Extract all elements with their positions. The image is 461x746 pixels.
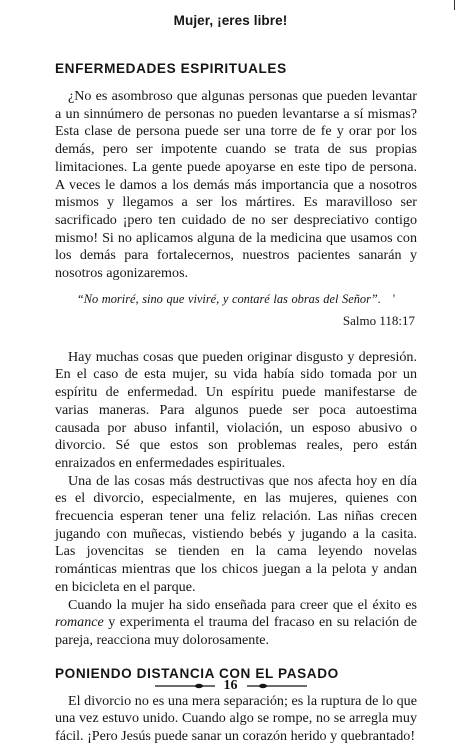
corner-tick-mark xyxy=(454,0,455,10)
scripture-quote-text: “No moriré, sino que viviré, y contaré las obras del Señor”. xyxy=(76,291,381,306)
emphasized-word: romance xyxy=(55,614,104,631)
section-spacer xyxy=(55,650,417,666)
page-number: 16 xyxy=(223,678,238,693)
scripture-quote xyxy=(55,292,417,307)
page-footer xyxy=(0,678,461,694)
running-header: Mujer, ¡eres libre! xyxy=(173,13,288,28)
body-paragraph: Hay muchas cosas que pueden originar disgusto y depresión. En el caso de esta mujer, su vida había sido tomada por un espíritu de enfermedad. Un espíritu puede manifestarse de varias maneras. Para algunos puede ser poca autoestima causada por abuso infantil, violación, un esposo abusivo o divorcio. Sé que estos son problemas reales, pero están enraizados en enfermedades espirituales. xyxy=(55,348,417,471)
footer-ornament-right xyxy=(247,682,307,690)
page-body xyxy=(55,61,417,746)
section-heading-enfermedades: ENFERMEDADES ESPIRITUALES xyxy=(55,61,287,76)
body-paragraph: ¿No es asombroso que algunas personas que pueden levantar a un sinnúmero de personas no pueden levantarse a sí mismas? Esta clase de persona puede ser una torre de fe y orar por los demás, pero ser impotente cuando se trata de sus propias limitaciones. La gente puede apoyarse en este tipo de persona. A veces le damos a los demás más importancia que a nosotros mismos y llegamos a ser los mártires. Es maravilloso ser sacrificado ¡pero ten cuidado de no ser despreciativo contigo mismo! Si no aplicamos alguna de la medicina que usamos con los demás para fortalecernos, nuestros pacientes sanarán y nosotros agonizaremos. xyxy=(55,88,417,282)
paragraph-text: Cuando la mujer ha sido enseñada para creer que el éxito es xyxy=(68,596,417,613)
body-paragraph xyxy=(55,597,417,650)
body-paragraph: Una de las cosas más destructivas que nos afecta hoy en día es el divorcio, especialmente, en las mujeres, quienes con frecuencia esperan tener una feliz relación. Las niñas crecen jugando con muñecas, vistiendo bebés y jugando a la casita. Las jovencitas se tienden en la cama leyendo novelas románticas mientras que los chicos juegan a la pelota y andan en bicicleta en el parque. xyxy=(55,472,417,595)
quote-tick-mark: ' xyxy=(392,291,396,306)
footer-ornament-left xyxy=(155,682,215,690)
body-paragraph: El divorcio no es una mera separación; es la ruptura de lo que una vez estuvo unido. Cuando algo se rompe, no se arregla muy fácil. ¡Pero Jesús puede sanar un corazón herido y quebrantado! xyxy=(55,692,417,745)
scripture-citation: Salmo 118:17 xyxy=(342,312,415,328)
section-heading-poniendo-distancia: PONIENDO DISTANCIA CON EL PASADO xyxy=(55,665,339,681)
paragraph-text: y experimenta el trauma del fracaso en su relación de pareja, reacciona muy dolorosamente. xyxy=(55,614,417,648)
